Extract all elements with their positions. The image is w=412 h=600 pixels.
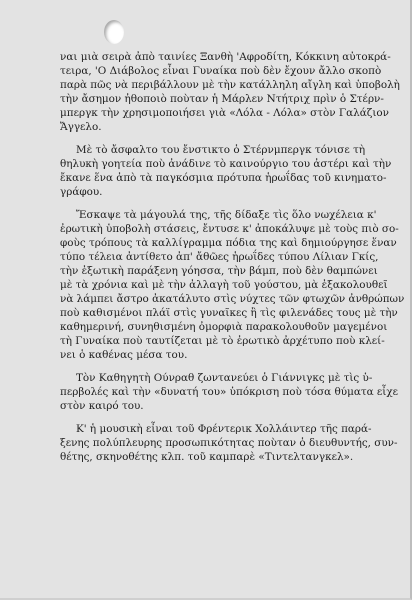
paragraph (60, 422, 398, 464)
text-line: μὲ τὰ χρόνια καὶ μὲ τὴν ἀλλαγὴ τοῦ γούστου, μὰ ἐξακολουθεῖ (60, 279, 388, 291)
paragraph (60, 208, 405, 362)
text-line: θέτης, σκηνοθέτης κλπ. τοῦ καμπαρὲ «Τιντελτανγκελ». (60, 451, 354, 463)
text-line: μπεργκ τὴν χρησιμοποιήσει γιὰ «Λόλα - Λόλα» στὸν Γαλάζιον (60, 107, 389, 119)
text-line: Μὲ τὸ ἄσφαλτο του ἔνστικτο ὁ Στέρνμπεργκ τόνισε τὴ (76, 144, 366, 156)
text-line: νὰ λάμπει ἄστρο ἀκατάλυτο στὶς νύχτες τῶν φτωχῶν ἀνθρώπων (60, 293, 405, 305)
text-line: τὴν ἄσημον ἠθοποιὸ ποὺταν ἡ Μάρλεν Ντήτριχ πρὶν ὁ Στέρν- (60, 93, 384, 105)
punch-hole (104, 20, 124, 44)
text-line: τύπο τέλεια ἀντίθετο ἀπ' ἄθῶες ἡρωΐδες τύπου Λίλιαν Γκίς, (60, 251, 379, 263)
text-line: Ἄγγελο. (60, 121, 102, 133)
text-line: Κ' ἡ μουσικὴ εἶναι τοῦ Φρέντερικ Χολλάιντερ τῆς παρά- (76, 423, 372, 435)
paragraph (60, 371, 399, 413)
text-line: τειρα, 'Ο Διάβολος εἶναι Γυναίκα ποὺ δὲν ἔχουν ἄλλο σκοπὸ (60, 65, 382, 77)
paragraph (60, 50, 400, 134)
text-line: θηλυκὴ γοητεία ποὺ ἀνάδινε τὸ καινούργιο του ἀστέρι καὶ τὴν (60, 158, 392, 170)
text-line: ποὺ καθισμένοι πλάϊ στὶς γυναῖκες ἢ τὶς φιλενάδες τους μὲ τὴν (60, 307, 398, 319)
text-line: τὴ Γυναίκα ποὺ ταυτίζεται μὲ τὸ ἐρωτικὸ ἀρχέτυπο ποὺ κλεί- (60, 335, 385, 347)
text-body (60, 50, 405, 473)
text-line: φοὺς τρόπους τὰ καλλίγραμμα πόδια της καὶ δημιούργησε ἕναν (60, 237, 397, 249)
text-line: γράφου. (60, 186, 103, 198)
text-line: ἐρωτικὴ ὑποβολὴ στάσεις, ἔντυσε κ' ἀποκάλυψε μὲ τοὺς πιὸ σο- (60, 223, 399, 235)
text-line: ἔκανε ἕνα ἀπὸ τὰ παγκόσμια πρότυπα ἡρωΐδας τοῦ κινηματο- (60, 172, 387, 184)
text-line: καθημερινή, συνηθισμένη ὀμορφιὰ παρακολουθοῦν μαγεμένοι (60, 321, 388, 333)
text-line: Ἔσκαψε τὰ μάγουλά της, τῆς δίδαξε τὶς ὅλο νωχέλεια κ' (76, 209, 377, 221)
text-line: νει ὁ καθένας μέσα του. (60, 349, 188, 361)
text-line: τὴν ἐξωτικὴ παράξενη γόησσα, τὴν βάμπ, ποὺ δὲν θαμπώνει (60, 265, 378, 277)
text-line: ξενης πολύπλευρης προσωπικότητας ποὺταν ὁ διευθυντής, συν- (60, 437, 398, 449)
text-line: ναι μιὰ σειρὰ ἀπὸ ταινίες Ξανθὴ 'Αφροδίτη, Κόκκινη αὐτοκρά- (60, 51, 391, 63)
text-line: παρὰ πῶς νὰ περιβάλλουν μὲ τὴν κατάλληλη αἴγλη καὶ ὑποβολὴ (60, 79, 400, 91)
text-line: περβολές καὶ τὴν «δυνατή του» ὑπόκριση ποὺ τόσα θύματα εἶχε (60, 386, 399, 398)
paragraph (60, 143, 392, 199)
text-line: στὸν καιρό του. (60, 400, 144, 412)
text-line: Τὸν Καθηγητὴ Ούνραθ ζωντανεύει ὁ Γιάννιγκς μὲ τὶς ὑ- (76, 372, 373, 384)
